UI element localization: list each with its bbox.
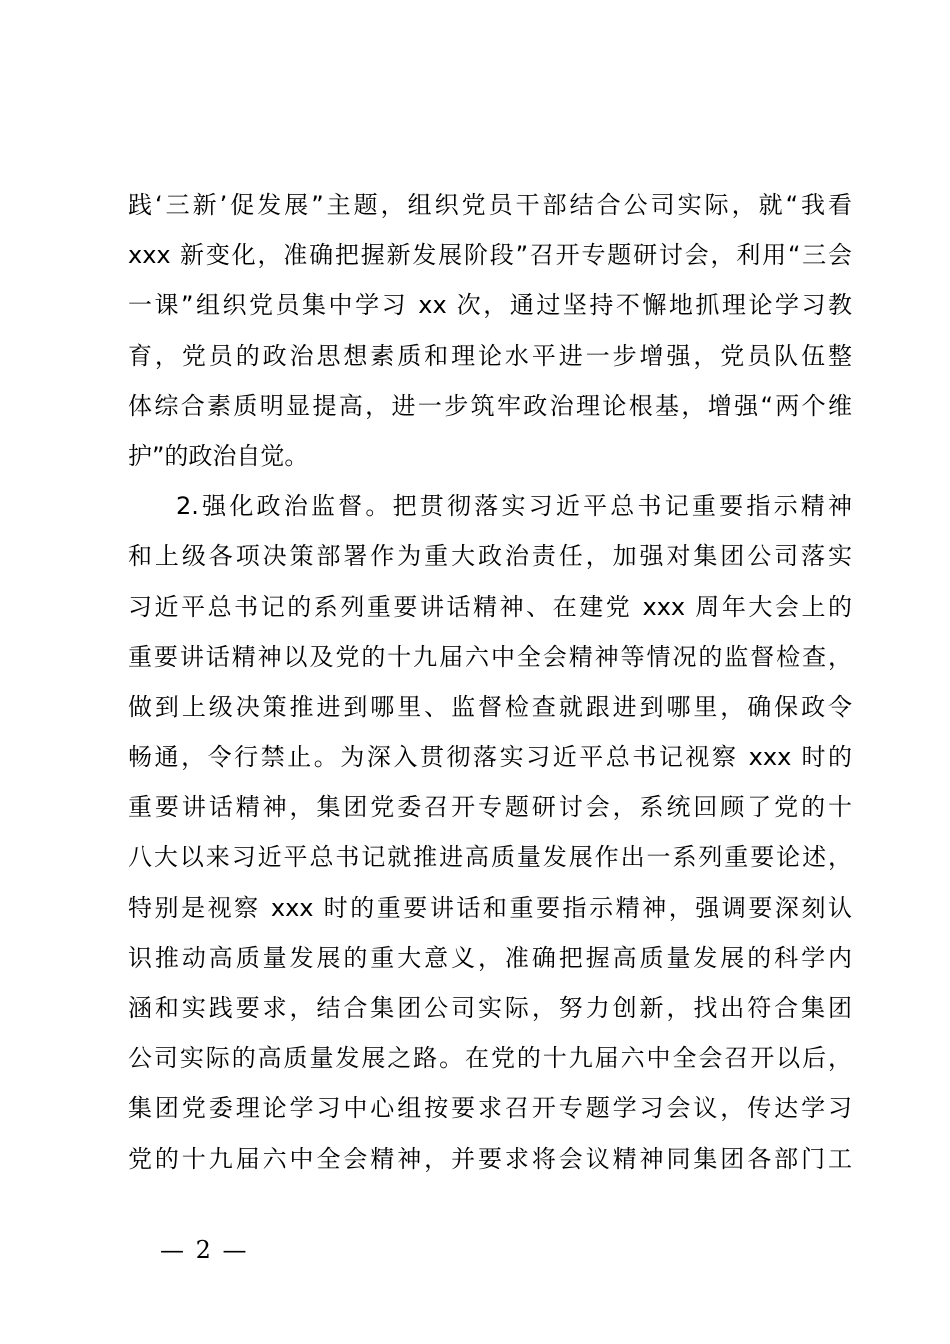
text-line: 做到上级决策推进到哪里、监督检查就跟进到哪里，确保政令 <box>128 692 852 721</box>
page-number: — 2 — <box>160 1236 249 1264</box>
text-line: 公司实际的高质量发展之路。在党的十九届六中全会召开以后， <box>128 1044 852 1073</box>
text-line: 涵和实践要求，结合集团公司实际，努力创新，找出符合集团 <box>128 994 852 1022</box>
text-line: 践‘三新’促发展”主题，组织党员干部结合公司实际，就“我看 <box>128 191 852 219</box>
text-line: 集团党委理论学习中心组按要求召开专题学习会议，传达学习 <box>128 1094 852 1123</box>
text-line: 体综合素质明显提高，进一步筑牢政治理论根基，增强“两个维 <box>128 391 852 420</box>
text-line: 特别是视察 xxx 时的重要讲话和重要指示精神，强调要深刻认 <box>128 893 852 922</box>
text-line: 习近平总书记的系列重要讲话精神、在建党 xxx 周年大会上的 <box>128 592 852 621</box>
text-line: 党的十九届六中全会精神，并要求将会议精神同集团各部门工 <box>128 1144 852 1173</box>
text-line: 育，党员的政治思想素质和理论水平进一步增强，党员队伍整 <box>128 341 852 370</box>
text-line: 识推动高质量发展的重大意义，准确把握高质量发展的科学内 <box>128 943 852 972</box>
text-line: 一课”组织党员集中学习 xx 次，通过坚持不懈地抓理论学习教 <box>128 291 852 320</box>
text-line: xxx 新变化，准确把握新发展阶段”召开专题研讨会，利用“三会 <box>128 241 852 270</box>
text-line: 护”的政治自觉。 <box>128 441 309 470</box>
paragraph-start-line: 2.强化政治监督。把贯彻落实习近平总书记重要指示精神 <box>176 492 852 521</box>
text-line: 和上级各项决策部署作为重大政治责任，加强对集团公司落实 <box>128 542 852 571</box>
text-line: 重要讲话精神，集团党委召开专题研讨会，系统回顾了党的十 <box>128 793 852 822</box>
text-line: 八大以来习近平总书记就推进高质量发展作出一系列重要论述， <box>128 843 852 872</box>
text-line: 重要讲话精神以及党的十九届六中全会精神等情况的监督检查， <box>128 642 852 671</box>
text-line: 畅通，令行禁止。为深入贯彻落实习近平总书记视察 xxx 时的 <box>128 743 852 772</box>
body-text <box>128 180 852 1184</box>
